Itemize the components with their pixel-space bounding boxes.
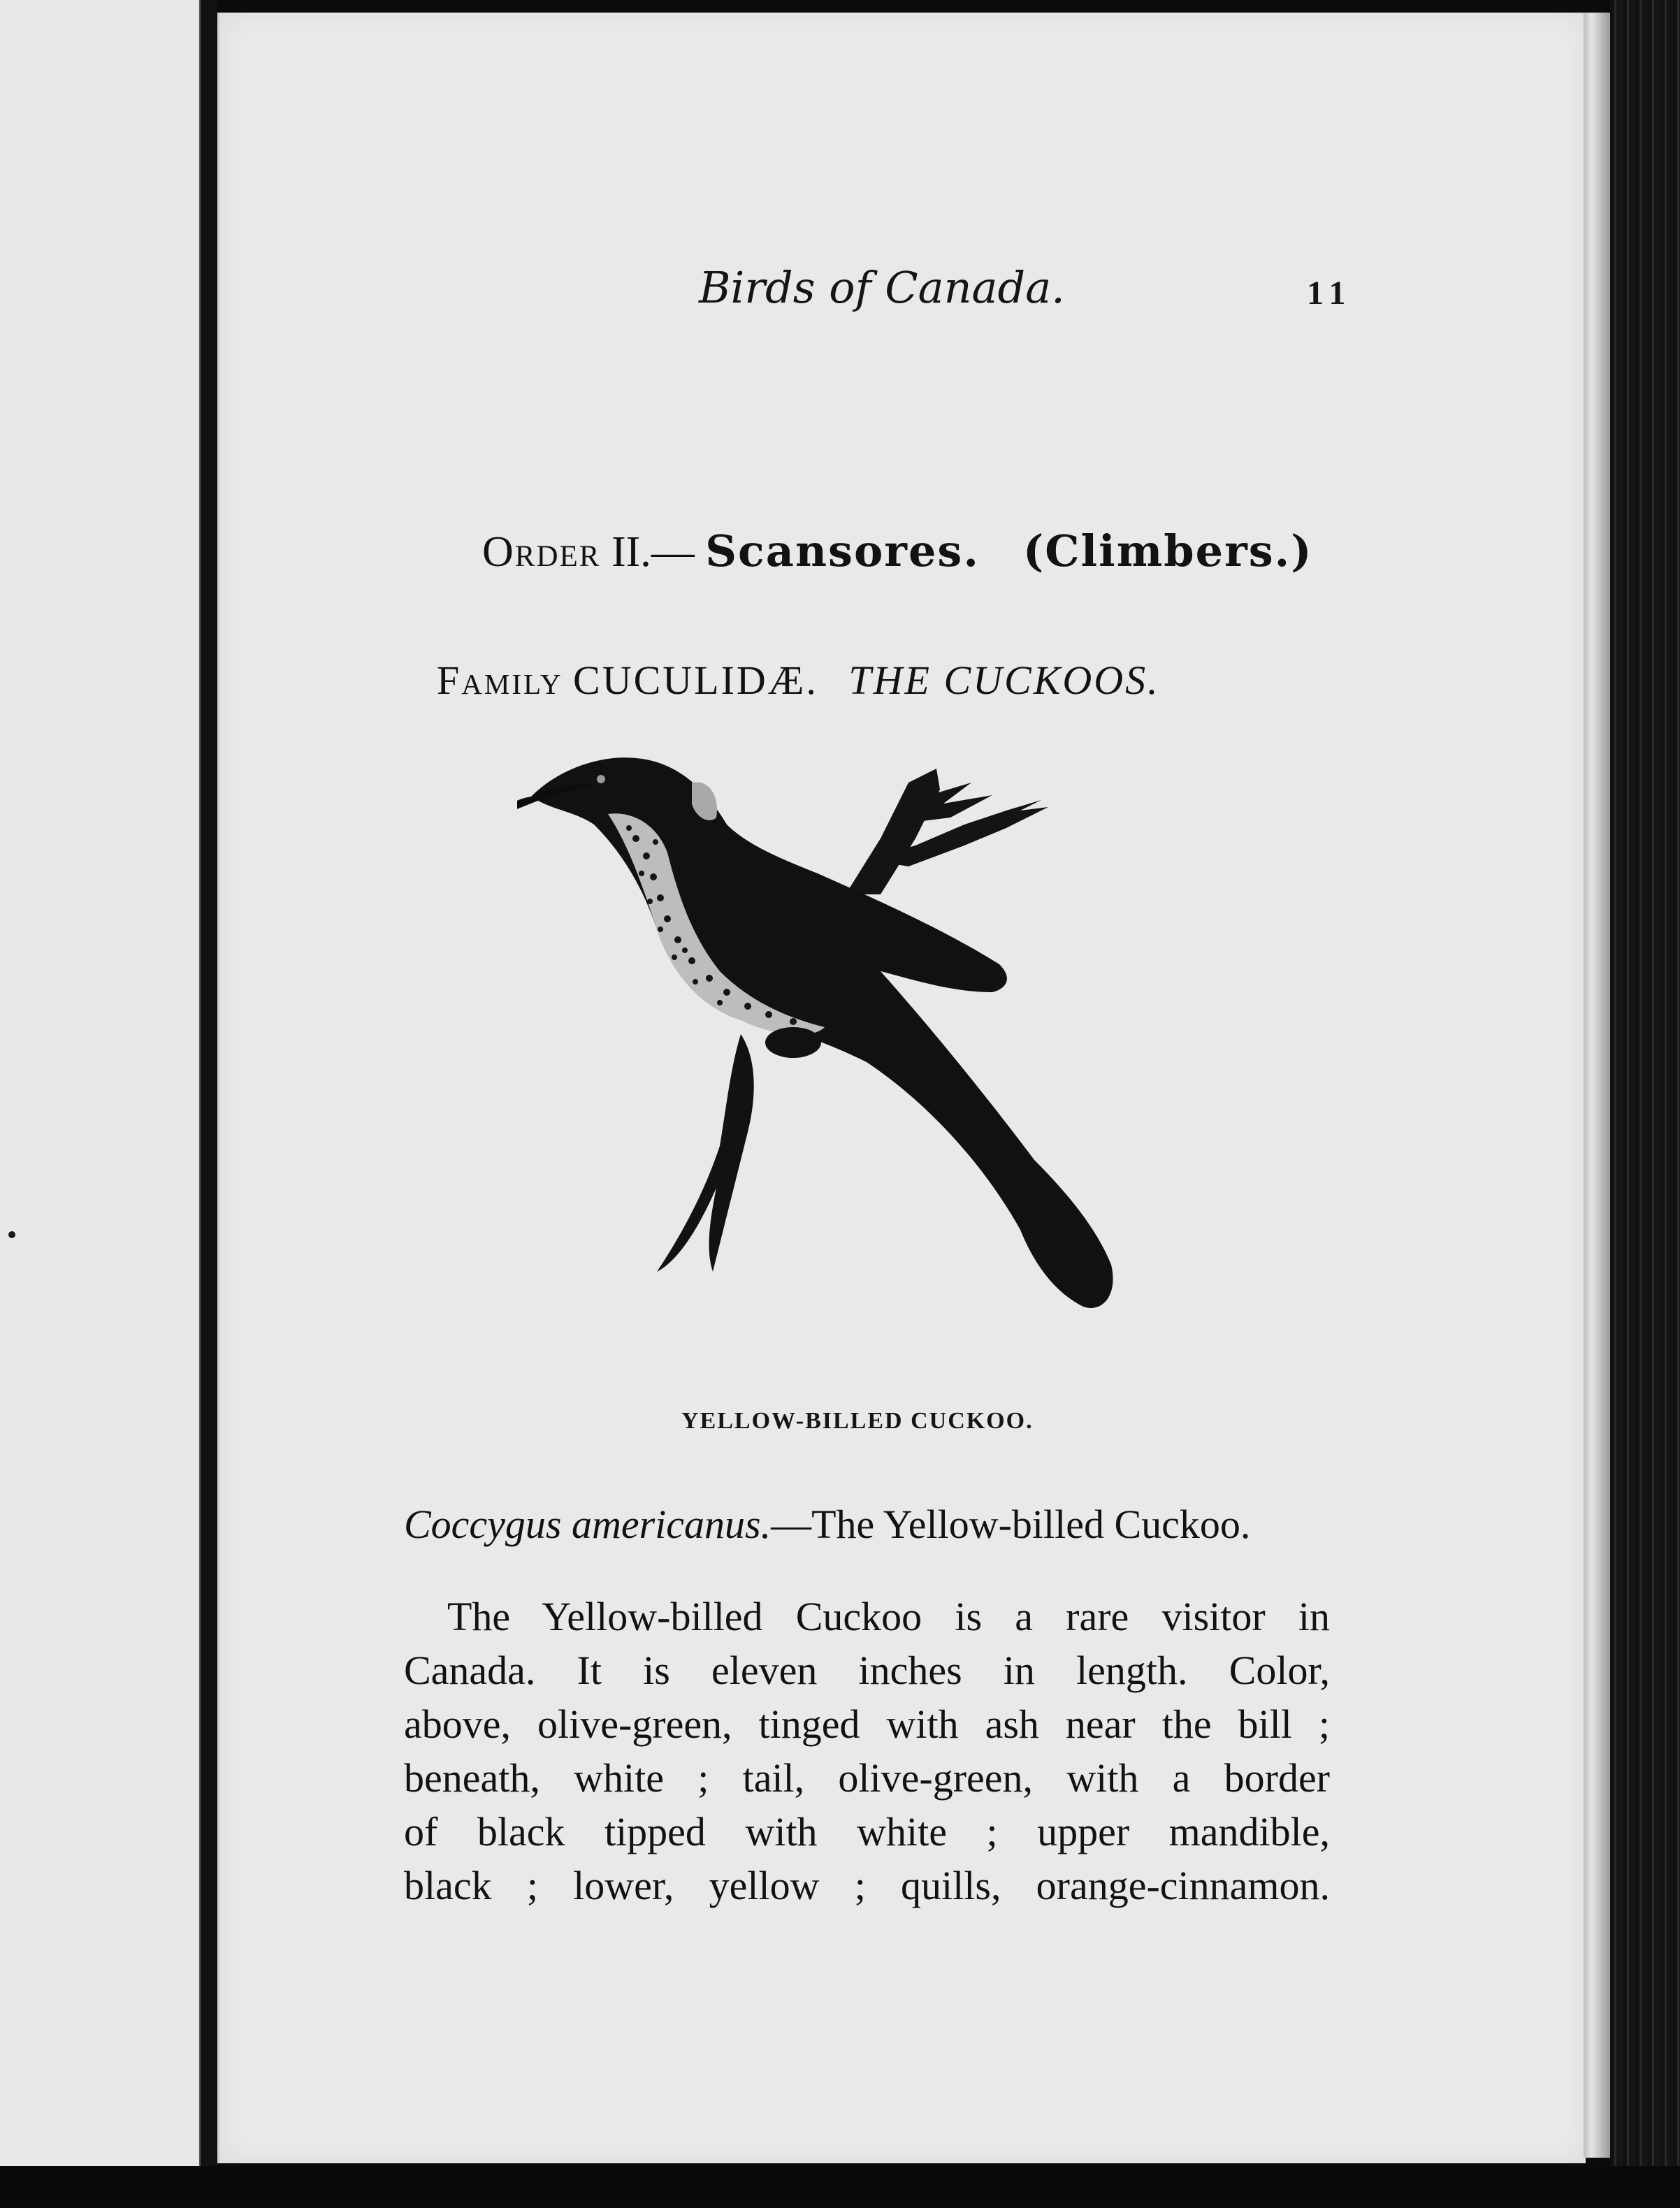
cuckoo-illustration-icon [517, 741, 1237, 1404]
body-line: above, olive-green, tinged with ash near the bill ; [404, 1701, 1330, 1747]
family-heading [437, 657, 1331, 704]
body-line: beneath, white ; tail, olive-green, with a border [404, 1755, 1330, 1801]
species-separator: — [771, 1502, 812, 1547]
species-latin-name: Coccygus americanus. [404, 1502, 772, 1547]
book-spine [1610, 0, 1680, 2208]
family-common-name: THE CUCKOOS. [848, 658, 1160, 703]
left-page-edge [0, 0, 201, 2170]
species-line [404, 1501, 1333, 1548]
order-prefix: Order [482, 528, 601, 576]
order-common-name: (Climbers.) [1022, 525, 1313, 576]
page-number: 11 [1307, 275, 1353, 312]
page-edge [1584, 13, 1610, 2158]
family-prefix: Family [437, 658, 563, 703]
scan-border [0, 2166, 1680, 2208]
family-name: CUCULIDÆ. [573, 658, 818, 703]
order-heading [482, 525, 1313, 577]
illustration-caption: YELLOW-BILLED CUCKOO. [681, 1408, 1034, 1434]
book-gutter [201, 0, 217, 2208]
body-line: of black tipped with white ; upper mandible, [404, 1809, 1330, 1854]
print-speck [8, 1231, 15, 1238]
species-common-name: The Yellow-billed Cuckoo. [811, 1502, 1251, 1547]
body-line: Canada. It is eleven inches in length. Color, [404, 1648, 1330, 1693]
order-latin-name: Scansores. [705, 525, 980, 576]
running-title: Birds of Canada. [699, 262, 1065, 313]
body-line: The Yellow-billed Cuckoo is a rare visitor in [447, 1594, 1330, 1639]
order-numeral: II.— [611, 528, 695, 576]
body-paragraph [404, 1590, 1330, 1912]
body-line: black ; lower, yellow ; quills, orange-cinnamon. [404, 1863, 1330, 1908]
